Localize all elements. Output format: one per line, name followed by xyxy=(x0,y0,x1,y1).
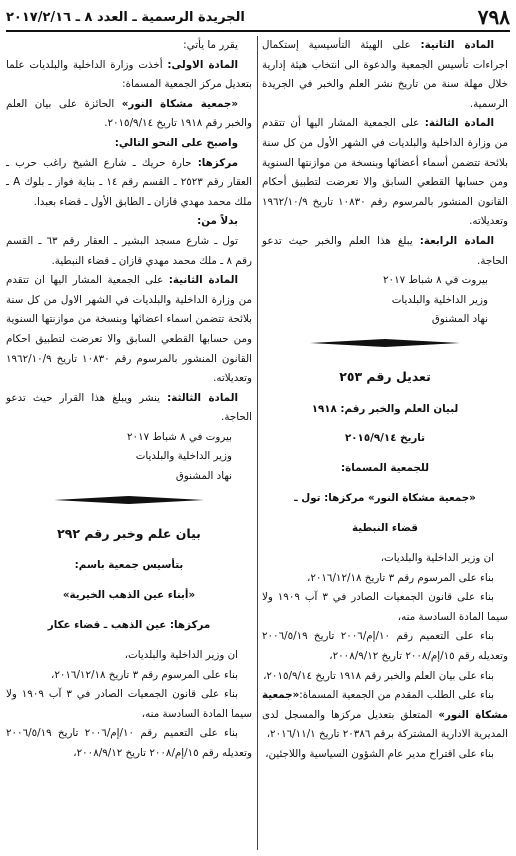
article-4-text: يبلغ هذا العلم والخبر حيث تدعو الحاجة. xyxy=(262,234,508,267)
instead-line: بدلاً من: xyxy=(197,215,238,228)
recital-2: بناء على قانون الجمعيات الصادر في ٣ آب ١٩٠٩ ولا سيما المادة السادسة منه، xyxy=(262,591,508,623)
left-signature-title: وزير الداخلية والبلديات xyxy=(135,450,232,463)
signature-place-date: بيروت في ٨ شباط ٢٠١٧ xyxy=(383,274,488,287)
notice-heading-1: بيان علم وخبر رقم ٢٩٢ xyxy=(57,525,201,541)
left-article-2 xyxy=(6,271,252,389)
left-minister-line: ان وزير الداخلية والبلديات، xyxy=(124,648,238,661)
article-4 xyxy=(262,232,508,271)
left-article-2-text: على الجمعية المشار اليها ان تتقدم من وزارة الداخلية والبلديات في الشهر الاول من كل سنة بلائحة تتضمن اسماء اعضائها وبنسخة من موازنتها السنوية ومن حسابها القطعي السابق والا تعرضت لتطبيق احكام القانون المنشور بالمرسوم رقم ١٠٨٣٠ تاريخ ١٩٦٢/١٠/٩ وتعديلاته. xyxy=(6,274,252,385)
recital-5 xyxy=(262,686,508,745)
column-divider xyxy=(257,36,258,850)
left-recital-1: بناء على المرسوم رقم ٣ تاريخ ٢٠١٦/١٢/١٨، xyxy=(51,668,238,681)
amendment-heading-2: لبيان العلم والخبر رقم: ١٩١٨ xyxy=(311,402,459,415)
left-article-3-label: المادة الثالثة: xyxy=(167,391,238,404)
article-3 xyxy=(262,114,508,232)
amendment-heading-6: قضاء النبطية xyxy=(352,522,418,535)
left-article-3 xyxy=(6,389,252,428)
article-2 xyxy=(262,36,508,114)
left-article-1-label: المادة الاولى: xyxy=(167,58,238,71)
left-article-1-association: «جمعية مشكاة النور» xyxy=(121,97,238,110)
recital-5-pre: بناء على الطلب المقدم من الجمعية المسماة: xyxy=(299,689,494,702)
recital-5-association: «جمعية مشكاة النور» xyxy=(262,689,508,721)
article-2-label: المادة الثانية: xyxy=(420,39,494,51)
left-article-3-text: ينشر ويبلغ هذا القرار حيث تدعو الحاجة. xyxy=(6,391,252,424)
recital-3: بناء على التعميم رقم ١٠/إم/٢٠٠٦ تاريخ ٢٠٠٦/٥/١٩ وتعديله رقم ١٥/إم/٢٠٠٨ تاريخ ٢٠٠٨/٩/١٢، xyxy=(262,630,508,662)
minister-line: ان وزير الداخلية والبلديات، xyxy=(380,551,494,564)
new-headquarters-label: مركزها: xyxy=(197,156,238,169)
old-headquarters: تول ـ شارع مسجد البشير ـ العقار رقم ٦٣ ـ القسم رقم ٨ ـ ملك محمد مهدي قازان ـ قضاء النبطية. xyxy=(6,234,252,267)
left-article-1-text: أخذت وزارة الداخلية والبلديات علما بتعديل مركز الجمعية المسماة: xyxy=(6,58,252,91)
left-column xyxy=(6,36,252,852)
amendment-heading-3: تاريخ ٢٠١٥/٩/١٤ xyxy=(344,432,426,445)
right-column xyxy=(262,36,508,852)
left-article-1-cont xyxy=(6,95,252,134)
notice-heading-4: مركزها: عين الذهب ـ قضاء عكار xyxy=(47,619,211,632)
left-article-1-tail: الحائزة على بيان العلم والخبر رقم ١٩١٨ تاريخ ٢٠١٥/٩/١٤. xyxy=(6,97,252,130)
amendment-heading-5: «جمعية مشكاة النور» مركزها: تول ـ xyxy=(294,492,476,505)
article-3-label: المادة الثالثة: xyxy=(424,117,494,130)
left-article-2-label: المادة الثانية: xyxy=(168,274,238,287)
new-headquarters-text: حارة حريك ـ شارع الشيخ راغب حرب ـ العقار رقم ٢٥٢٣ ـ القسم رقم ١٤ ـ بناية فواز ـ بلوك A ـ ملك محمد مهدي قازان ـ الطابق الأول ـ قضاء بعبدا. xyxy=(6,156,253,208)
gazette-title: الجريدة الرسمية ـ العدد ٨ ـ ٢٠١٧/٢/١٦ xyxy=(6,9,245,25)
recital-4: بناء على بيان العلم والخبر رقم ١٩١٨ تاريخ ٢٠١٥/٩/١٤، xyxy=(263,669,494,682)
signature-name: نهاد المشنوق xyxy=(431,313,488,326)
amendment-heading-1: تعديل رقم ٢٥٣ xyxy=(339,369,431,384)
left-signature-name: نهاد المشنوق xyxy=(175,470,232,483)
recital-6: بناء على اقتراح مدير عام الشؤون السياسية واللاجئين، xyxy=(265,747,494,760)
recital-1: بناء على المرسوم رقم ٣ تاريخ ٢٠١٦/١٢/١٨، xyxy=(307,571,494,584)
article-3-text: على الجمعية المشار اليها أن تتقدم من وزارة الداخلية والبلديات في الشهر الأول من كل سنة بلائحة تتضمن أسماء أعضائها وبنسخة من موازنتها السنوية ومن حسابها القطعي السابق والا تعرضت لتطبيق أحكام القانون المنشور بالمرسوم رقم ١٠٨٣٠ تاريخ ١٩٦٢/١٠/٩ وتعديلاته. xyxy=(262,117,508,228)
left-recital-2: بناء على قانون الجمعيات الصادر في ٣ آب ١٩٠٩ ولا سيما المادة السادسة منه، xyxy=(6,688,252,720)
signature-title: وزير الداخلية والبلديات xyxy=(391,293,488,306)
page-number: ٧٩٨ xyxy=(477,5,510,29)
notice-heading-2: بتأسيس جمعية باسم: xyxy=(74,559,184,572)
recital-5-post: المتعلق بتعديل مركزها والمسجل لدى المديرية الادارية المشتركة برقم ٢٠٣٨٦ تاريخ ٢٠١٦/١١/١، xyxy=(262,708,508,741)
decides-line: يقرر ما يأتي: xyxy=(183,39,238,51)
left-recital-3: بناء على التعميم رقم ١٠/إم/٢٠٠٦ تاريخ ٢٠٠٦/٥/١٩ وتعديله رقم ١٥/إم/٢٠٠٨ تاريخ ٢٠٠٨/٩/١٢، xyxy=(6,727,252,759)
page-header xyxy=(6,4,510,32)
notice-heading-3: «أبناء عين الذهب الخيرية» xyxy=(62,589,196,602)
section-separator xyxy=(262,335,508,355)
left-section-separator xyxy=(6,492,252,512)
new-headquarters xyxy=(6,154,252,213)
became-line: واصبح على النحو التالي: xyxy=(114,136,238,149)
article-2-text: على الهيئة التأسيسية إستكمال اجراءات تأسيس الجمعية والدعوة الى انتخاب هيئة إدارية خلال مهلة سنة من تاريخ نشر العلم والخبر في الجريدة الرسمية. xyxy=(262,39,508,110)
article-4-label: المادة الرابعة: xyxy=(419,234,494,247)
left-signature-place-date: بيروت في ٨ شباط ٢٠١٧ xyxy=(127,430,232,443)
left-article-1 xyxy=(6,56,252,95)
amendment-heading-4: للجمعية المسماة: xyxy=(341,462,429,475)
